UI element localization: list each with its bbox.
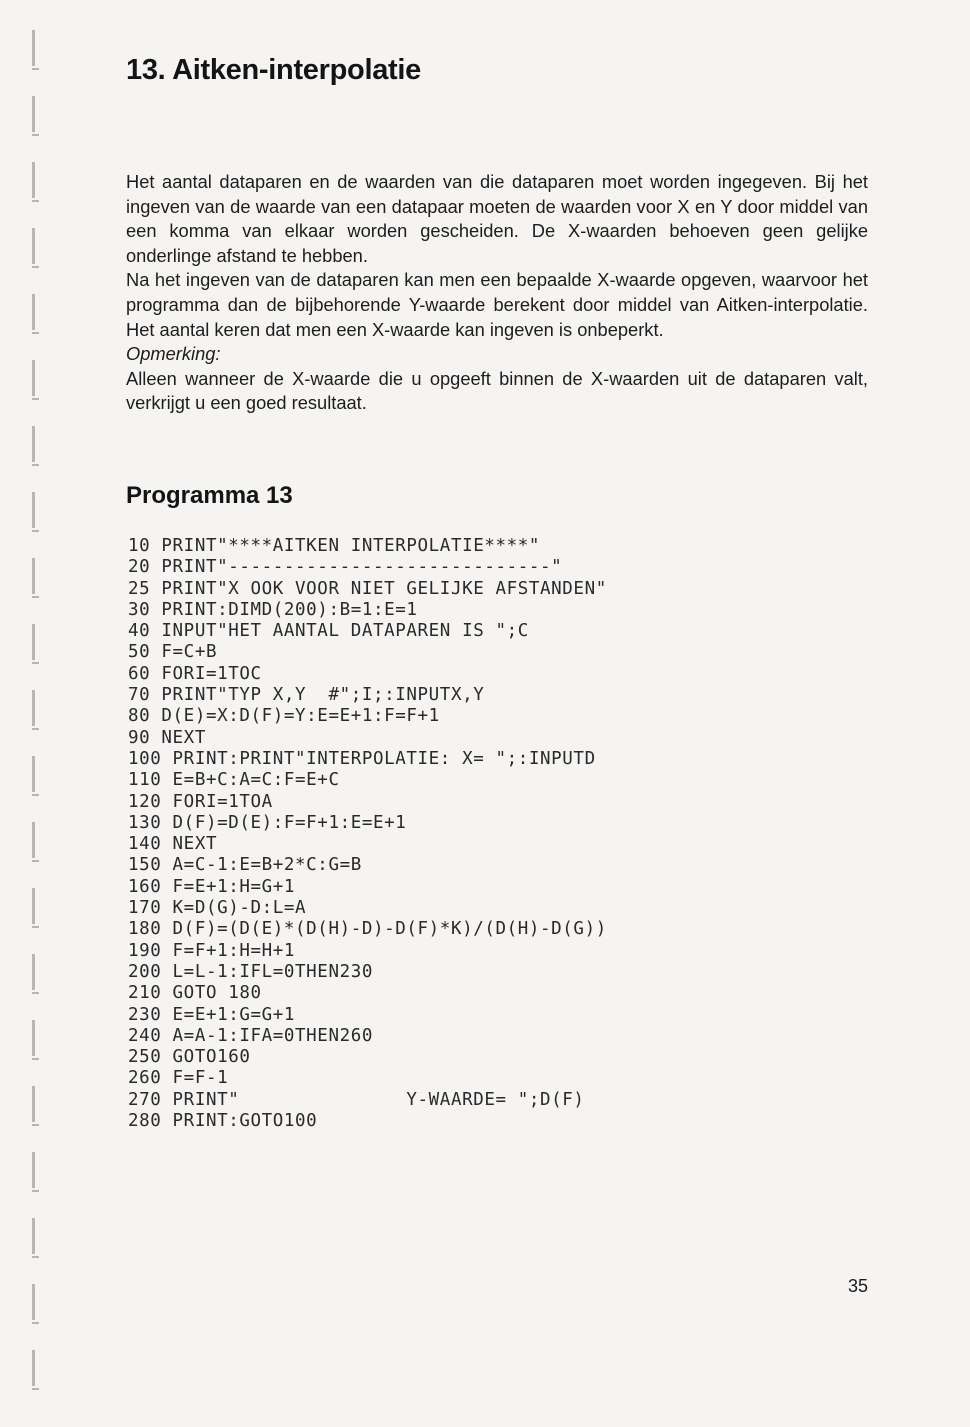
listing-line: 50 F=C+B xyxy=(128,642,218,663)
listing-line: 40 INPUT"HET AANTAL DATAPAREN IS ";C xyxy=(128,621,529,642)
intro-paragraph-1: Het aantal dataparen en de waarden van die dataparen moet worden ingegeven. Bij het ingeven van de waarde van een datapaar moeten de waarden voor X en Y door middel van een komma van elkaar worden gescheiden. De X-waarden behoeven geen gelijke onderlinge afstand te hebben. xyxy=(126,171,868,266)
listing-line: 170 K=D(G)-D:L=A xyxy=(128,898,307,919)
remark-text: Alleen wanneer de X-waarde die u opgeeft binnen de X-waarden uit de dataparen valt, verkrijgt u een goed resultaat. xyxy=(126,367,868,414)
listing-line: 100 PRINT:PRINT"INTERPOLATIE: X= ";:INPUTD xyxy=(128,748,596,769)
listing-line: 120 FORI=1TOA xyxy=(128,791,273,812)
intro-paragraph-2: Na het ingeven van de dataparen kan men een bepaalde X-waarde opgeven, waarvoor het programma dan de bijbehorende Y-waarde berekent door middel van Aitken-interpolatie. Het aantal keren dat men een X-waarde kan ingeven is onbeperkt. xyxy=(126,269,868,340)
page-number: 35 xyxy=(848,1276,869,1296)
listing-line: 30 PRINT:DIMD(200):B=1:E=1 xyxy=(128,599,418,620)
listing-line: 130 D(F)=D(E):F=F+1:E=E+1 xyxy=(128,812,407,833)
listing-line: 10 PRINT"****AITKEN INTERPOLATIE****" xyxy=(128,536,541,556)
listing-line: 110 E=B+C:A=C:F=E+C xyxy=(128,770,340,791)
listing-line: 160 F=E+1:H=G+1 xyxy=(128,876,296,897)
listing-line: 210 GOTO 180 xyxy=(128,983,262,1004)
binding-holes xyxy=(26,30,40,1410)
listing-line: 20 PRINT"-----------------------------" xyxy=(128,557,563,578)
listing-line: 200 L=L-1:IFL=0THEN230 xyxy=(128,961,373,982)
listing-line: 90 NEXT xyxy=(128,727,206,748)
remark-title: Opmerking: xyxy=(126,343,221,365)
listing-line: 270 PRINT" Y-WAARDE= ";D(F) xyxy=(128,1089,585,1110)
listing-line: 280 PRINT:GOTO100 xyxy=(128,1111,318,1132)
listing-line: 150 A=C-1:E=B+2*C:G=B xyxy=(128,855,362,876)
listing-line: 260 F=F-1 xyxy=(128,1068,229,1089)
intro-text xyxy=(126,170,868,416)
chapter-heading: 13. Aitken-interpolatie xyxy=(126,54,421,86)
listing-line: 60 FORI=1TOC xyxy=(128,663,262,684)
listing-line: 80 D(E)=X:D(F)=Y:E=E+1:F=F+1 xyxy=(128,706,440,727)
program-title: Programma 13 xyxy=(126,482,293,509)
listing-line: 180 D(F)=(D(E)*(D(H)-D)-D(F)*K)/(D(H)-D(G)) xyxy=(128,919,607,940)
program-listing xyxy=(128,536,607,1132)
listing-line: 190 F=F+1:H=H+1 xyxy=(128,940,296,961)
listing-line: 25 PRINT"X OOK VOOR NIET GELIJKE AFSTANDEN" xyxy=(128,578,607,599)
listing-line: 140 NEXT xyxy=(128,834,218,855)
listing-line: 70 PRINT"TYP X,Y #";I;:INPUTX,Y xyxy=(128,685,485,706)
listing-line: 250 GOTO160 xyxy=(128,1047,251,1068)
listing-line: 230 E=E+1:G=G+1 xyxy=(128,1004,296,1025)
listing-line: 240 A=A-1:IFA=0THEN260 xyxy=(128,1025,373,1046)
